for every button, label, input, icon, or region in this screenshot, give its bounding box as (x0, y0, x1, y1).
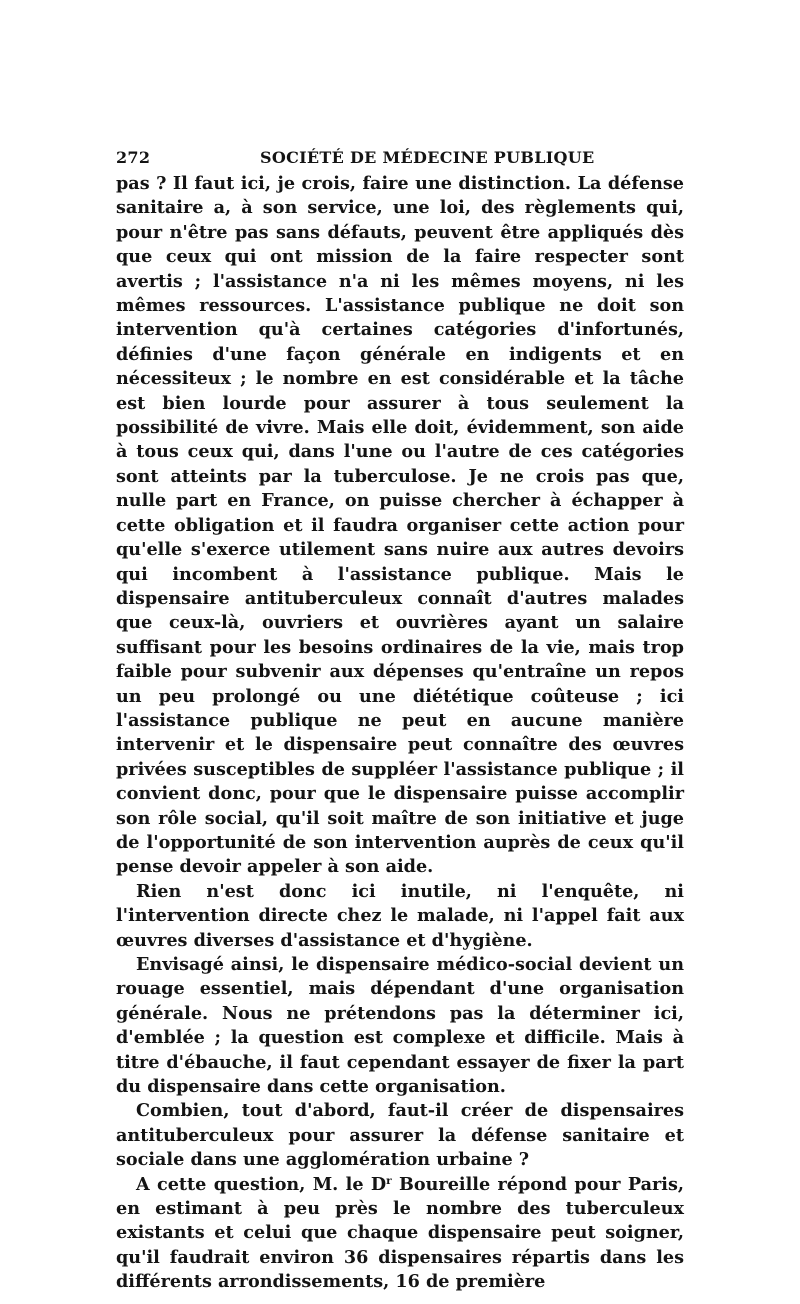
paragraph-5 (116, 1173, 684, 1295)
paragraph-3: Envisagé ainsi, le dispensaire médico-social devient un rouage essentiel, mais dépendant d'une organisation générale. Nous ne prétendons pas la déterminer ici, d'emblée ; la question est complexe et difficile. Mais à titre d'ébauche, il faut cependant essayer de fixer la part du dispensaire dans cette organisation. (116, 954, 684, 1098)
running-header (116, 146, 684, 172)
paragraph-4: Combien, tout d'abord, faut-il créer de dispensaires antituberculeux pour assurer la défense sanitaire et sociale dans une agglomération urbaine ? (116, 1100, 684, 1171)
paragraph-1: pas ? Il faut ici, je crois, faire une distinction. La défense sanitaire a, à son service, une loi, des règlements qui, pour n'être pas sans défauts, peuvent être appliqués dès que ceux qui ont mission de la faire respecter sont avertis ; l'assistance n'a ni les mêmes moyens, ni les mêmes ressources. L'assistance publique ne doit son intervention qu'à certaines catégories d'infortunés, définies d'une façon générale en indigents et en nécessiteux ; le nombre en est considérable et la tâche est bien lourde pour assurer à tous seulement la possibilité de vivre. Mais elle doit, évidemment, son aide à tous ceux qui, dans l'une ou l'autre de ces catégories sont atteints par la tuberculose. Je ne crois pas que, nulle part en France, on puisse chercher à échapper à cette obligation et il faudra organiser cette action pour qu'elle s'exerce utilement sans nuire aux autres devoirs qui incombent à l'assistance publique. Mais le dispensaire antituberculeux connaît d'autres malades que ceux-là, ouvriers et ouvrières ayant un salaire suffisant pour les besoins ordinaires de la vie, mais trop faible pour subvenir aux dépenses qu'entraîne un repos un peu prolongé ou une diététique coûteuse ; ici l'assistance publique ne peut en aucune manière intervenir et le dispensaire peut connaître des œuvres privées susceptibles de suppléer l'assistance publique ; il convient donc, pour que le dispensaire puisse accomplir son rôle social, qu'il soit maître de son initiative et juge de l'opportunité de son intervention auprès de ceux qu'il pense devoir appeler à son aide. (116, 173, 684, 878)
running-title: SOCIÉTÉ DE MÉDECINE PUBLIQUE (260, 148, 595, 167)
paragraph-5-rest: Boureille répond pour Paris, en estimant à peu près le nombre des tuberculeux existants et celui que chaque dispensaire peut soigner, qu'il faudrait environ 36 dispensaires répartis dans les différents arrondissements, 16 de première (116, 1173, 684, 1293)
paragraph-5-start: A cette question, M. le D (136, 1173, 387, 1195)
paragraph-2: Rien n'est donc ici inutile, ni l'enquête, ni l'intervention directe chez le malade, ni l'appel fait aux œuvres diverses d'assistance et d'hygiène. (116, 880, 684, 951)
page-number: 272 (116, 148, 151, 167)
superscript-r: r (386, 1174, 392, 1187)
body-text (116, 172, 684, 1295)
book-page (116, 146, 684, 1295)
